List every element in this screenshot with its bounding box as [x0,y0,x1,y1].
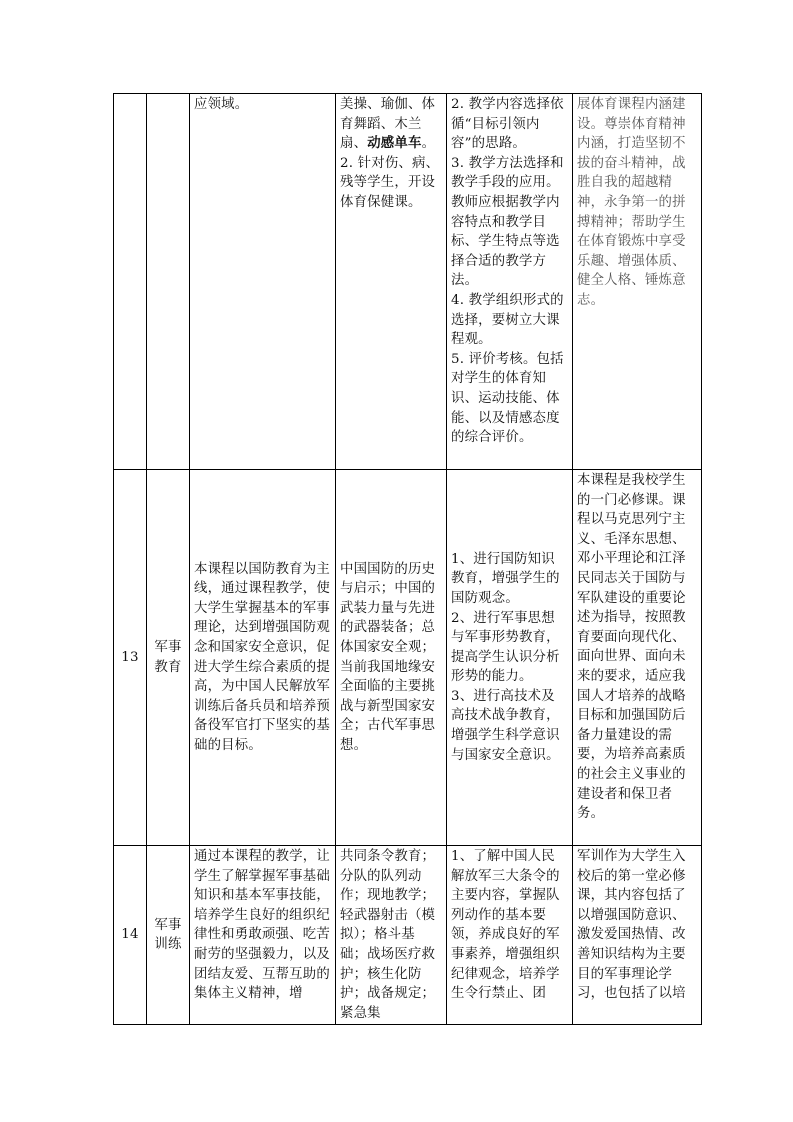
course-content-text: 美操、瑜伽、体育舞蹈、木兰扇、 [340,97,436,152]
course-requirements-cell [447,94,573,470]
table-row [114,470,702,846]
course-ideology-cell [573,94,702,470]
course-goal-cell [190,470,336,846]
course-requirements-cell [447,846,573,1025]
course-content-cell [336,94,447,470]
table-row [114,846,702,1025]
course-name-cell: 军事教育 [147,470,190,846]
row-number-cell: 14 [114,846,147,1025]
row-number-cell [114,94,147,470]
row-number-cell: 13 [114,470,147,846]
course-content-bold-text: 动感单车 [367,135,422,152]
requirement-item: 1、了解中国人民解放军三大条令的主要内容，掌握队列动作的基本要领，养成良好的军事素养，增强组织纪律观念，培养学生令行禁止、团 [451,849,560,1002]
requirement-item: 2. 教学内容选择依循“目标引领内容”的思路。 [451,97,564,152]
course-ideology-cell [573,846,702,1025]
course-content-cell [336,470,447,846]
requirement-item: 3. 教学方法选择和教学手段的应用。教师应根据教学内容特点和教学目标、学生特点等选择合适的教学方法。 [451,155,564,289]
course-content-text: 共同条令教育；分队的队列动作；现地教学；轻武器射击（模拟）；格斗基础；战场医疗救护；核生化防护；战备规定；紧急集 [340,849,436,1021]
course-table [113,93,702,1025]
ideology-text: 本课程是我校学生的一门必修课。课程以马克思列宁主义、毛泽东思想、邓小平理论和江泽民同志关于国防与军队建设的重要论述为指导，按照教育要面向现代化、面向世界、面向未来的要求，适应我国人才培养的战略目标和加强国防后备力量建设的需要，为培养高素质的社会主义事业的建设者和保卫者务。 [577,473,686,822]
requirement-item: 2、进行军事思想与军事形势教育，提高学生认识分析形势的能力。 [451,610,560,685]
course-content-text: 。 [421,136,436,152]
course-goal-text: 本课程以国防教育为主线，通过课程教学，使大学生掌握基本的军事理论，达到增强国防观念和国家安全意识，促进大学生综合素质的提高，为中国人民解放军训练后备兵员和培养预备役军官打下坚实的基础的目标。 [194,561,330,753]
course-requirements-cell [447,470,573,846]
course-content-text: 2. 针对伤、病、残等学生，开设体育保健课。 [340,155,440,210]
table-row [114,94,702,470]
course-ideology-cell [573,470,702,846]
course-goal-text: 通过本课程的教学，让学生了解掌握军事基础知识和基本军事技能，培养学生良好的组织纪律性和勇敢顽强、吃苦耐劳的坚强毅力，以及团结友爱、互帮互助的集体主义精神，增 [194,849,330,1002]
course-name-cell [147,94,190,470]
requirement-item: 3、进行高技术及高技术战争教育，增强学生科学意识与国家安全意识。 [451,688,560,763]
course-content-text: 中国国防的历史与启示；中国的武装力量与先进的武器装备；总体国家安全观；当前我国地缘安全面临的主要挑战与新型国家安全；古代军事思想。 [340,561,436,753]
course-content-cell [336,846,447,1025]
requirement-item: 4. 教学组织形式的选择，要树立大课程观。 [451,292,564,348]
requirement-item: 1、进行国防知识教育，增强学生的国防观念。 [451,551,560,606]
course-goal-text: 应领域。 [194,97,249,112]
course-goal-cell [190,94,336,470]
requirement-item: 5. 评价考核。包括对学生的体育知识、运动技能、体能、以及情感态度的综合评价。 [451,351,564,446]
ideology-text: 展体育课程内涵建设。尊崇体育精神内涵，打造坚韧不拔的奋斗精神，战胜自我的超越精神，永争第一的拼搏精神；帮助学生在体育锻炼中享受乐趣、增强体质、健全人格、锤炼意志。 [577,97,686,308]
ideology-text: 军训作为大学生入校后的第一堂必修课，其内容包括了以增强国防意识、激发爱国热情、改善知识结构为主要目的军事理论学习，也包括了以培 [577,849,686,1002]
course-goal-cell [190,846,336,1025]
course-name-cell: 军事训练 [147,846,190,1025]
